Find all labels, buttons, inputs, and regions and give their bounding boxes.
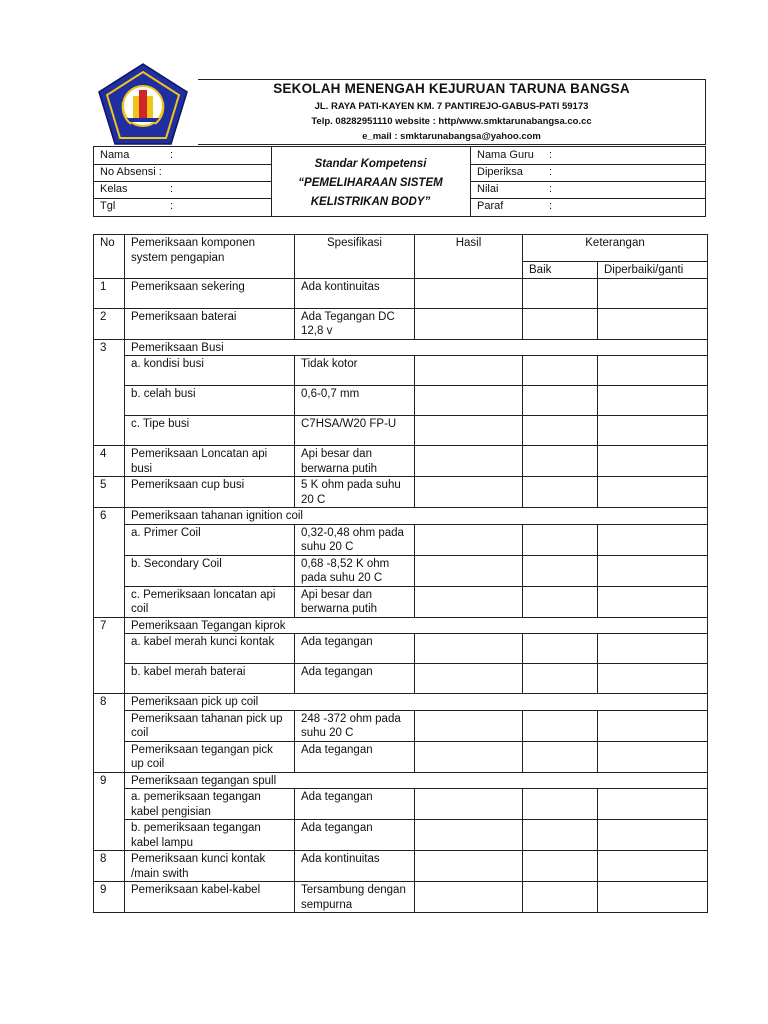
row-item: Pemeriksaan Loncatan api busi (125, 446, 295, 477)
row-result-cell[interactable] (415, 664, 523, 694)
row-item: b. Secondary Coil (125, 555, 295, 586)
row-item: a. kabel merah kunci kontak (125, 634, 295, 664)
row-spec: C7HSA/W20 FP-U (295, 416, 415, 446)
table-row (94, 820, 708, 851)
row-fix-cell[interactable] (598, 446, 708, 477)
row-result-cell[interactable] (415, 851, 523, 882)
field-nama[interactable]: Nama : (94, 147, 271, 165)
row-fix-cell[interactable] (598, 664, 708, 694)
row-result-cell[interactable] (415, 416, 523, 446)
row-spec: 248 -372 ohm pada suhu 20 C (295, 710, 415, 741)
row-spec: 0,68 -8,52 K ohm pada suhu 20 C (295, 555, 415, 586)
row-item: a. Primer Coil (125, 524, 295, 555)
school-name: SEKOLAH MENENGAH KEJURUAN TARUNA BANGSA (273, 81, 630, 96)
row-spec: Api besar dan berwarna putih (295, 586, 415, 617)
row-item: Pemeriksaan kunci kontak /main swith (125, 851, 295, 882)
row-result-cell[interactable] (415, 634, 523, 664)
table-row (94, 416, 708, 446)
row-fix-cell[interactable] (598, 851, 708, 882)
row-good-cell[interactable] (523, 308, 598, 339)
standard-title-line1: “PEMELIHARAAN SISTEM (298, 177, 443, 189)
row-spec: Ada tegangan (295, 741, 415, 772)
row-good-cell[interactable] (523, 664, 598, 694)
row-no: 9 (94, 772, 125, 789)
table-row (94, 741, 708, 772)
row-no (94, 386, 125, 416)
row-result-cell[interactable] (415, 524, 523, 555)
school-address: JL. RAYA PATI-KAYEN KM. 7 PANTIREJO-GABUS-PATI 59173 (314, 101, 589, 112)
row-fix-cell[interactable] (598, 586, 708, 617)
student-fields (94, 147, 272, 216)
row-result-cell[interactable] (415, 710, 523, 741)
row-good-cell[interactable] (523, 586, 598, 617)
row-no (94, 820, 125, 851)
row-no: 1 (94, 278, 125, 308)
row-no: 3 (94, 339, 125, 356)
header-remark: Keterangan (523, 235, 708, 262)
row-fix-cell[interactable] (598, 524, 708, 555)
row-good-cell[interactable] (523, 851, 598, 882)
table-header-row (94, 235, 708, 262)
row-item: c. Pemeriksaan loncatan api coil (125, 586, 295, 617)
row-item: b. kabel merah baterai (125, 664, 295, 694)
school-email: e_mail : smktarunabangsa@yahoo.com (362, 131, 541, 142)
row-fix-cell[interactable] (598, 356, 708, 386)
row-spec: Tersambung dengan sempurna (295, 882, 415, 913)
school-header (198, 79, 706, 145)
table-row (94, 710, 708, 741)
table-row (94, 278, 708, 308)
row-good-cell[interactable] (523, 524, 598, 555)
row-result-cell[interactable] (415, 882, 523, 913)
row-spec: Ada Tegangan DC 12,8 v (295, 308, 415, 339)
row-item: b. pemeriksaan tegangan kabel lampu (125, 820, 295, 851)
school-emblem-icon (97, 62, 189, 146)
row-result-cell[interactable] (415, 386, 523, 416)
row-result-cell[interactable] (415, 446, 523, 477)
row-spec: 0,6-0,7 mm (295, 386, 415, 416)
row-spec: Api besar dan berwarna putih (295, 446, 415, 477)
competency-standard (271, 147, 471, 216)
row-no (94, 586, 125, 617)
row-no: 9 (94, 882, 125, 913)
row-no: 6 (94, 508, 125, 525)
row-good-cell[interactable] (523, 882, 598, 913)
row-no: 2 (94, 308, 125, 339)
row-spec: Ada tegangan (295, 664, 415, 694)
row-no (94, 416, 125, 446)
field-diperiksa[interactable]: Diperiksa : (471, 164, 705, 182)
table-section-row (94, 694, 708, 711)
row-item: a. kondisi busi (125, 356, 295, 386)
row-good-cell[interactable] (523, 386, 598, 416)
teacher-fields (471, 147, 705, 216)
row-fix-cell[interactable] (598, 308, 708, 339)
row-fix-cell[interactable] (598, 882, 708, 913)
table-row (94, 851, 708, 882)
row-spec: 5 K ohm pada suhu 20 C (295, 477, 415, 508)
row-spec: Ada kontinuitas (295, 278, 415, 308)
table-row (94, 356, 708, 386)
table-row (94, 446, 708, 477)
row-good-cell[interactable] (523, 356, 598, 386)
row-good-cell[interactable] (523, 555, 598, 586)
row-fix-cell[interactable] (598, 789, 708, 820)
section-title: Pemeriksaan pick up coil (125, 694, 708, 711)
row-result-cell[interactable] (415, 356, 523, 386)
table-section-row (94, 339, 708, 356)
table-section-row (94, 617, 708, 634)
row-spec: Ada kontinuitas (295, 851, 415, 882)
row-no: 5 (94, 477, 125, 508)
row-fix-cell[interactable] (598, 386, 708, 416)
row-no (94, 710, 125, 741)
row-item: Pemeriksaan tegangan pick up coil (125, 741, 295, 772)
header-result: Hasil (415, 235, 523, 279)
table-row (94, 555, 708, 586)
table-section-row (94, 508, 708, 525)
row-no: 8 (94, 851, 125, 882)
row-fix-cell[interactable] (598, 278, 708, 308)
row-good-cell[interactable] (523, 710, 598, 741)
field-nama-guru[interactable]: Nama Guru : (471, 147, 705, 165)
field-kelas[interactable]: Kelas : (94, 181, 271, 199)
row-good-cell[interactable] (523, 416, 598, 446)
row-no (94, 664, 125, 694)
field-no-absensi[interactable]: No Absensi : (94, 164, 271, 182)
table-row (94, 664, 708, 694)
table-row (94, 586, 708, 617)
row-no (94, 634, 125, 664)
standard-label: Standar Kompetensi (314, 158, 427, 170)
row-fix-cell[interactable] (598, 634, 708, 664)
table-row (94, 789, 708, 820)
row-fix-cell[interactable] (598, 820, 708, 851)
standard-title-line2: KELISTRIKAN BODY” (310, 196, 431, 208)
row-spec: Ada tegangan (295, 634, 415, 664)
section-title: Pemeriksaan tahanan ignition coil (125, 508, 708, 525)
row-no (94, 789, 125, 820)
row-no: 8 (94, 694, 125, 711)
row-good-cell[interactable] (523, 278, 598, 308)
row-good-cell[interactable] (523, 446, 598, 477)
row-spec: Ada tegangan (295, 820, 415, 851)
school-contact: Telp. 08282951110 website : http/www.smktarunabangsa.co.cc (311, 116, 592, 127)
row-item: b. celah busi (125, 386, 295, 416)
row-item: Pemeriksaan tahanan pick up coil (125, 710, 295, 741)
row-no (94, 555, 125, 586)
row-no (94, 741, 125, 772)
header-spec: Spesifikasi (295, 235, 415, 279)
row-result-cell[interactable] (415, 555, 523, 586)
row-spec: Tidak kotor (295, 356, 415, 386)
student-info-box (93, 146, 706, 217)
row-good-cell[interactable] (523, 477, 598, 508)
row-item: Pemeriksaan kabel-kabel (125, 882, 295, 913)
row-result-cell[interactable] (415, 477, 523, 508)
header-item: Pemeriksaan komponen system pengapian (125, 235, 295, 279)
row-result-cell[interactable] (415, 278, 523, 308)
row-no (94, 356, 125, 386)
field-paraf[interactable]: Paraf : (477, 200, 553, 212)
row-item: c. Tipe busi (125, 416, 295, 446)
row-fix-cell[interactable] (598, 555, 708, 586)
section-title: Pemeriksaan Busi (125, 339, 708, 356)
field-nilai[interactable]: Nilai : (471, 181, 705, 199)
row-fix-cell[interactable] (598, 416, 708, 446)
table-row (94, 308, 708, 339)
row-result-cell[interactable] (415, 820, 523, 851)
row-no: 4 (94, 446, 125, 477)
row-spec: Ada tegangan (295, 789, 415, 820)
row-good-cell[interactable] (523, 634, 598, 664)
row-item: Pemeriksaan sekering (125, 278, 295, 308)
section-title: Pemeriksaan Tegangan kiprok (125, 617, 708, 634)
row-result-cell[interactable] (415, 789, 523, 820)
inspection-table (93, 234, 708, 913)
row-item: Pemeriksaan baterai (125, 308, 295, 339)
table-section-row (94, 772, 708, 789)
table-row (94, 882, 708, 913)
row-good-cell[interactable] (523, 820, 598, 851)
row-item: a. pemeriksaan tegangan kabel pengisian (125, 789, 295, 820)
table-row (94, 386, 708, 416)
row-item: Pemeriksaan cup busi (125, 477, 295, 508)
row-result-cell[interactable] (415, 586, 523, 617)
row-no (94, 524, 125, 555)
row-spec: 0,32-0,48 ohm pada suhu 20 C (295, 524, 415, 555)
header-fix: Diperbaiki/ganti (598, 262, 708, 279)
field-tgl[interactable]: Tgl : (100, 200, 174, 212)
row-fix-cell[interactable] (598, 741, 708, 772)
table-row (94, 634, 708, 664)
row-no: 7 (94, 617, 125, 634)
row-result-cell[interactable] (415, 308, 523, 339)
table-row (94, 477, 708, 508)
row-result-cell[interactable] (415, 741, 523, 772)
row-good-cell[interactable] (523, 789, 598, 820)
row-good-cell[interactable] (523, 741, 598, 772)
header-good: Baik (523, 262, 598, 279)
row-fix-cell[interactable] (598, 710, 708, 741)
table-row (94, 524, 708, 555)
header-no: No (94, 235, 125, 279)
row-fix-cell[interactable] (598, 477, 708, 508)
section-title: Pemeriksaan tegangan spull (125, 772, 708, 789)
